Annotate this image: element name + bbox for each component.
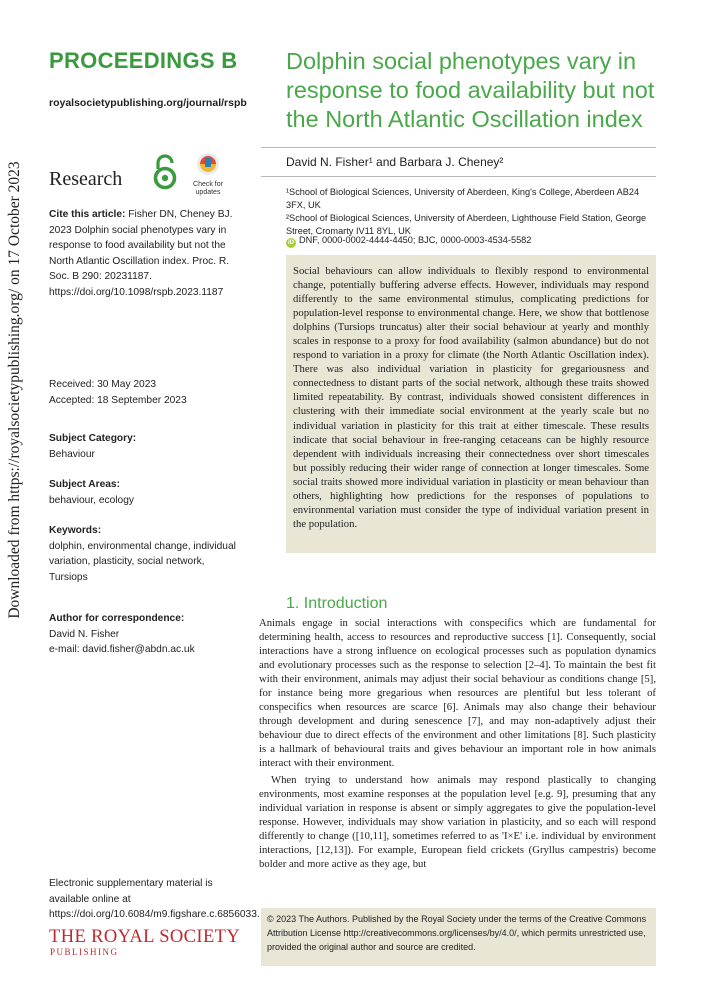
cite-text: Fisher DN, Cheney BJ. 2023 Dolphin social phenotypes vary in response to food availability but not the North Atlantic Oscillation index. Proc. R. Soc. B 290: 20231187. https://doi.org/10.1098/rspb.2023.1187 [49, 209, 233, 298]
correspondence-label: Author for correspondence: [49, 613, 185, 624]
subject-category [49, 431, 244, 462]
orcid-icon: iD [288, 240, 294, 246]
cite-block [49, 207, 244, 300]
keywords-value: dolphin, environmental change, individual variation, plasticity, social network, Tursiops [49, 540, 236, 583]
check-for-updates-icon[interactable] [190, 152, 226, 196]
intro-body [259, 616, 656, 871]
dates-block [49, 377, 244, 408]
journal-url[interactable]: royalsocietypublishing.org/journal/rspb [49, 97, 247, 109]
check-for-updates-label: Check for updates [193, 181, 223, 196]
correspondence-email[interactable]: e-mail: david.fisher@abdn.ac.uk [49, 644, 195, 655]
received-date: Received: 30 May 2023 [49, 379, 157, 390]
subject-category-label: Subject Category: [49, 433, 137, 444]
license-box: © 2023 The Authors. Published by the Royal Society under the terms of the Creative Commons Attribution License http://creativecommons.org/licenses/by/4.0/, which permits unrestricted use, provided the original author and source are credited. [261, 908, 656, 966]
subject-category-value: Behaviour [49, 448, 95, 460]
correspondence-name: David N. Fisher [49, 628, 120, 640]
article-title: Dolphin social phenotypes vary in response to food availability but not the North Atlantic Oscillation index [286, 48, 655, 132]
authors: David N. Fisher¹ and Barbara J. Cheney² [286, 155, 504, 169]
authors-divider [261, 176, 656, 177]
publisher-sub: PUBLISHING [50, 947, 119, 957]
cite-label: Cite this article: [49, 209, 126, 220]
orcid-line [286, 235, 531, 248]
affiliation-1: ¹School of Biological Sciences, University of Aberdeen, King's College, Aberdeen AB24 3FX, UK [286, 187, 640, 210]
affiliation-2: ²School of Biological Sciences, University of Aberdeen, Lighthouse Field Station, George Street, Cromarty IV11 8YL, UK [286, 213, 647, 236]
keywords [49, 523, 244, 585]
intro-heading: 1. Introduction [286, 595, 388, 612]
section-label: Research [49, 168, 123, 190]
affiliations [286, 186, 656, 238]
subject-areas-label: Subject Areas: [49, 479, 120, 490]
download-notice: Downloaded from https://royalsocietypublishing.org/ on 17 October 2023 [6, 161, 23, 619]
journal-name: PROCEEDINGS B [49, 48, 238, 73]
open-access-icon [152, 154, 178, 190]
publisher-logo: THE ROYAL SOCIETY [49, 927, 241, 947]
intro-paragraph-1: Animals engage in social interactions with conspecifics which are fundamental for determining health, access to resources and reproductive success [1]. Consequently, social interactions have a strong influence on ecological processes such as population dynamics and evolutionary processes such as the response to selection [2–4]. To maintain the best fit with their environment, animals may adjust their social behaviour as conditions change [5], for instance being more gregarious when resources are plentiful but less tolerant of conspecifics when resources are scarce [6]. Animals may also change their behaviour through development and during senescence [7], and may non-adaptively adjust their behaviour due to direct effects of the environment and other limitations [8]. Such plasticity is a hallmark of behavioural traits and gives behaviour an important role in how animals interact with their environment. [259, 617, 656, 770]
download-sidebar [0, 0, 30, 1000]
keywords-label: Keywords: [49, 525, 102, 536]
correspondence [49, 611, 244, 658]
title-divider [261, 147, 656, 148]
subject-areas [49, 477, 244, 508]
supplementary-note: Electronic supplementary material is available online at https://doi.org/10.6084/m9.figshare.c.6856033. [49, 878, 260, 920]
subject-areas-value: behaviour, ecology [49, 494, 134, 506]
orcid-ids[interactable]: DNF, 0000-0002-4444-4450; BJC, 0000-0003-4534-5582 [299, 235, 532, 245]
intro-paragraph-2: When trying to understand how animals may respond plastically to changing environments, most examine responses at the population level [e.g. 9], presuming that any individual variation in response is absent or simply aggregates to give the population-level response. However, individuals may show variation in plasticity, and so each will respond differently to change ([10,11], sometimes referred to as 'I×E' i.e. individual by environment interactions, [12,13]). For example, European field crickets (Gryllus campestris) become bolder and more active as they age, but [259, 773, 656, 870]
abstract: Social behaviours can allow individuals to flexibly respond to environmental change, potentially buffering adverse effects. However, individuals may respond differently to the same environmental stimulus, complicating predictions for population-level response to environmental change. Here, we show that bottlenose dolphins (Tursiops truncatus) alter their social behaviour at yearly and monthly scales in response to a proxy for food availability (salmon abundance) but do not respond to variation in a proxy for climate (the North Atlantic Oscillation index). There was also individual variation in plasticity for gregariousness and connectedness to distant parts of the social network, although these traits showed limited repeatability. By contrast, individuals showed consistent differences in clustering with their immediate social environment at the yearly scale but no individual variation in plasticity for this trait at either timescale. These results indicate that social behaviour in free-ranging cetaceans can be highly resource dependent with individuals increasing their connectedness over short timescales but possibly reducing their wider range of connection at longer timescales. Some social traits showed more individual variation in plasticity or mean behaviour than others, highlighting how predictions for the responses of populations to environmental variation must consider the type of individual variation present in the population. [286, 255, 656, 553]
accepted-date: Accepted: 18 September 2023 [49, 394, 187, 406]
